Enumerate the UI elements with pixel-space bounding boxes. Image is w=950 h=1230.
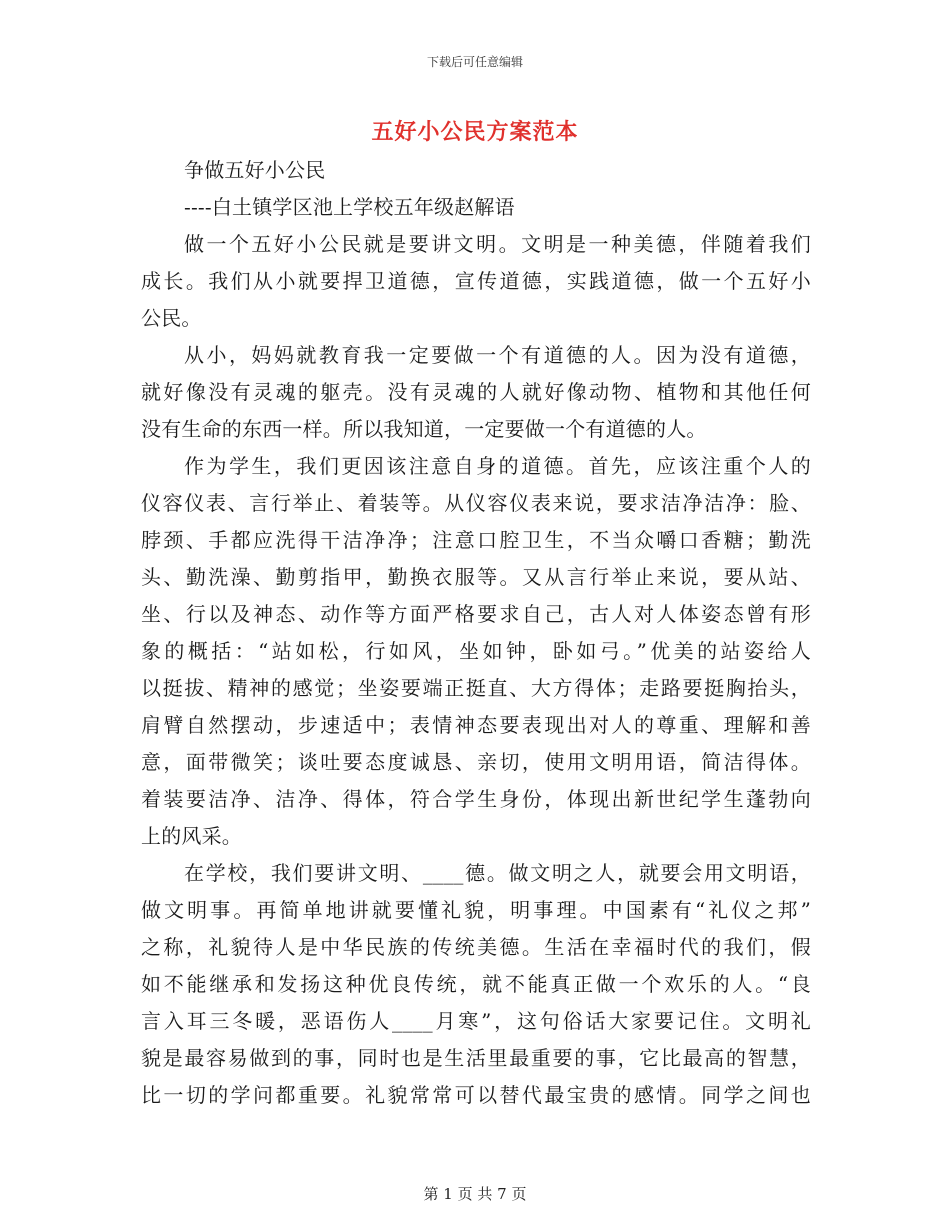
page-number-footer: 第 1 页 共 7 页: [423, 1185, 527, 1203]
text-line: 做一个五好小公民就是要讲文明。文明是一种美德，伴随着我们: [184, 232, 811, 256]
text-line: 象的概括：“站如松，行如风，坐如钟，卧如弓。”优美的站姿给人: [141, 639, 811, 663]
text-line: 如不能继承和发扬这种优良传统，就不能真正做一个欢乐的人。“良: [141, 972, 811, 996]
text-line: 做文明事。再简单地讲就要懂礼貌，明事理。中国素有“礼仪之邦”: [141, 898, 811, 922]
text-line: 作为学生，我们更因该注意自身的道德。首先，应该注重个人的: [184, 454, 811, 478]
text-line: 就好像没有灵魂的躯壳。没有灵魂的人就好像动物、植物和其他任何: [141, 380, 811, 404]
text-line: 争做五好小公民: [184, 158, 326, 182]
text-line: 从小，妈妈就教育我一定要做一个有道德的人。因为没有道德，: [184, 343, 811, 367]
text-line: 上的风采。: [141, 824, 242, 848]
text-line: 貌是最容易做到的事，同时也是生活里最重要的事，它比最高的智慧，: [141, 1046, 811, 1070]
text-line: 在学校，我们要讲文明、____德。做文明之人，就要会用文明语，: [184, 861, 811, 885]
text-line: 仪容仪表、言行举止、着装等。从仪容仪表来说，要求洁净洁净：脸、: [141, 491, 811, 515]
text-line: 比一切的学问都重要。礼貌常常可以替代最宝贵的感情。同学之间也: [141, 1083, 811, 1107]
document-title: 五好小公民方案范本: [371, 119, 579, 145]
text-line: 之称，礼貌待人是中华民族的传统美德。生活在幸福时代的我们，假: [141, 935, 811, 959]
text-line: 没有生命的东西一样。所以我知道，一定要做一个有道德的人。: [141, 417, 707, 441]
text-line: 肩臂自然摆动，步速适中；表情神态要表现出对人的尊重、理解和善: [141, 713, 811, 737]
text-line: 着装要洁净、洁净、得体，符合学生身份，体现出新世纪学生蓬勃向: [141, 787, 811, 811]
text-line: 头、勤洗澡、勤剪指甲，勤换衣服等。又从言行举止来说，要从站、: [141, 565, 811, 589]
text-line: 意，面带微笑；谈吐要态度诚恳、亲切，使用文明用语，简洁得体。: [141, 750, 811, 774]
text-line: 脖颈、手都应洗得干洁净净；注意口腔卫生，不当众嚼口香糖；勤洗: [141, 528, 811, 552]
header-note: 下载后可任意编辑: [426, 55, 523, 69]
text-line: 公民。: [141, 306, 202, 330]
text-line: 成长。我们从小就要捍卫道德，宣传道德，实践道德，做一个五好小: [141, 269, 811, 293]
document-body: [141, 152, 811, 1114]
text-line: 以挺拔、精神的感觉；坐姿要端正挺直、大方得体；走路要挺胸抬头，: [141, 676, 811, 700]
text-line: 言入耳三冬暖，恶语伤人____月寒”，这句俗话大家要记住。文明礼: [141, 1009, 811, 1033]
text-line: 坐、行以及神态、动作等方面严格要求自己，古人对人体姿态曾有形: [141, 602, 811, 626]
text-line: ----白土镇学区池上学校五年级赵解语: [184, 195, 515, 219]
